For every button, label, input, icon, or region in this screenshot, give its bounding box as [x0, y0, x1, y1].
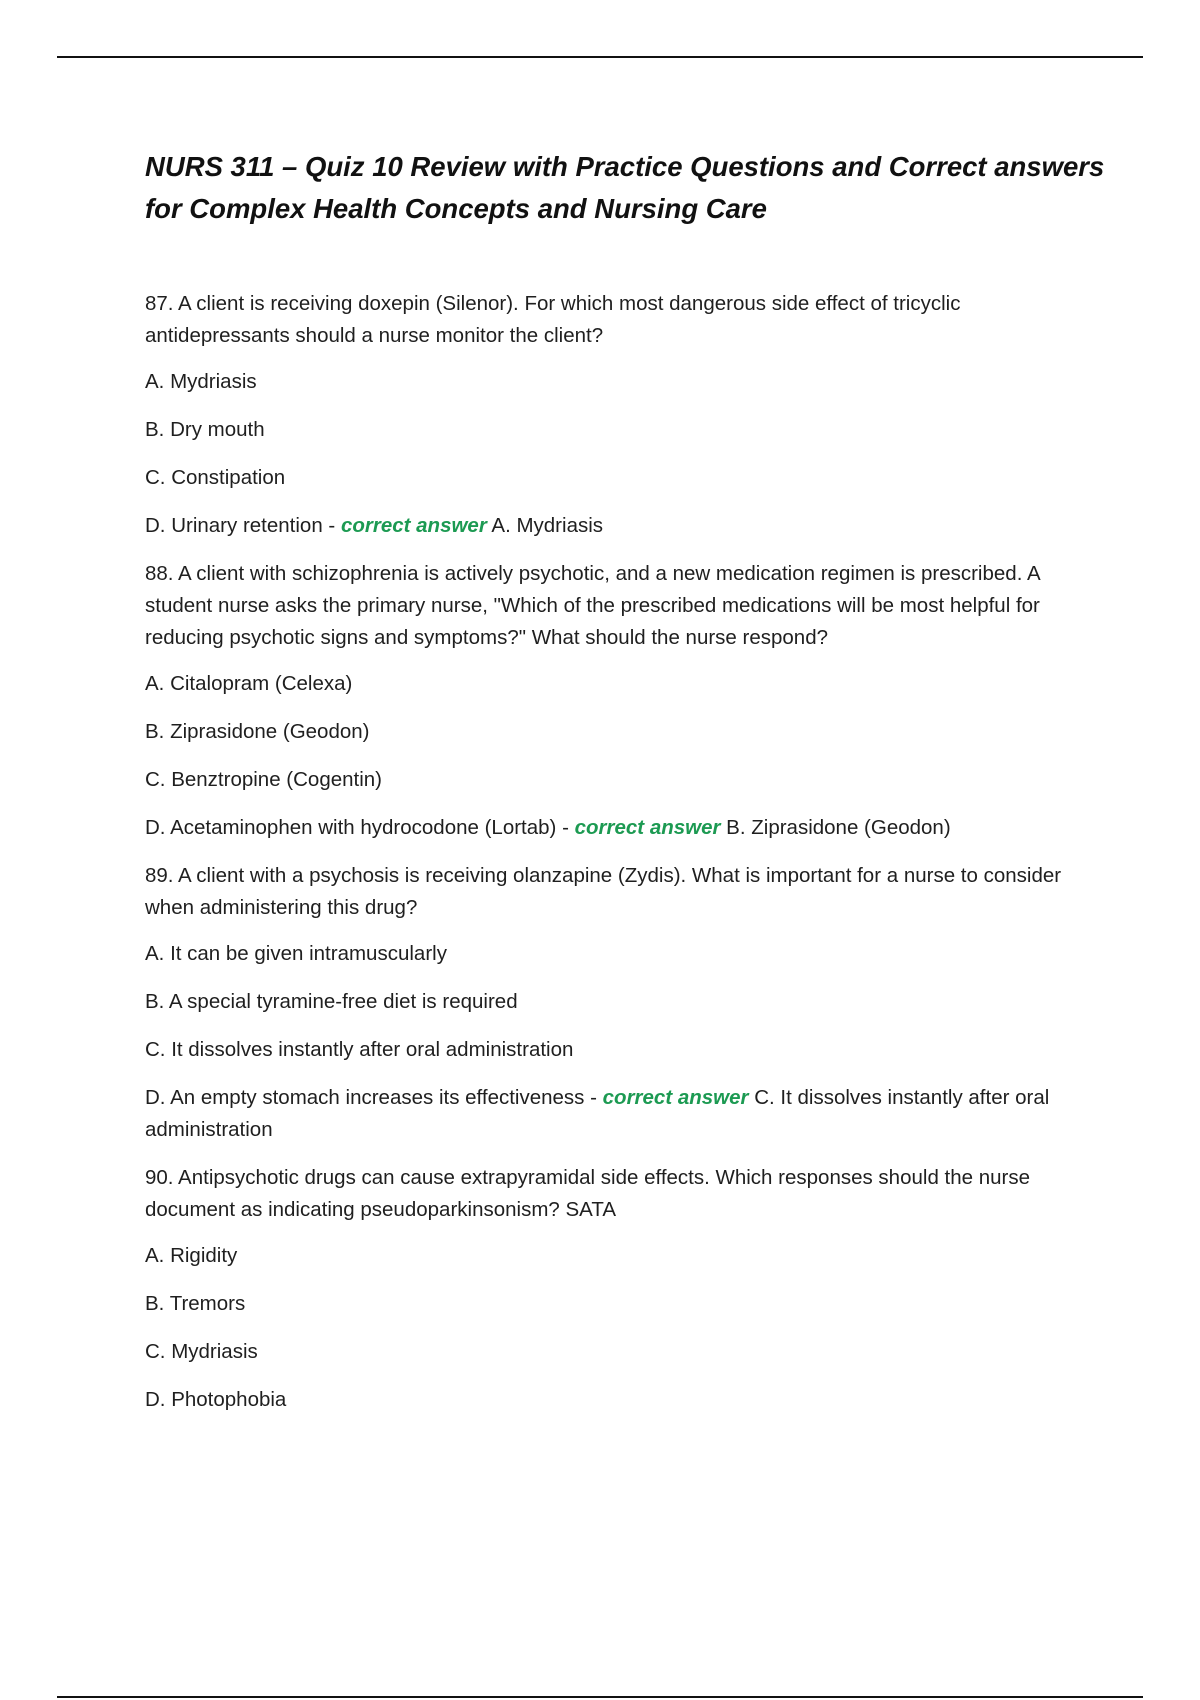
question-stem: 90. Antipsychotic drugs can cause extrapyramidal side effects. Which responses should the nurse document as indicating pseudoparkinsonism? SATA	[145, 1166, 1031, 1221]
bottom-rule	[57, 1696, 1143, 1698]
option-d: D. Acetaminophen with hydrocodone (Lortab)	[145, 816, 557, 839]
option-d-with-answer	[145, 1082, 1105, 1146]
separator: -	[556, 816, 575, 839]
option-d-with-answer	[145, 812, 1105, 844]
separator: -	[584, 1086, 603, 1109]
option-c: C. Mydriasis	[145, 1340, 258, 1363]
answer-text: C. It dissolves instantly after oral administration	[145, 1086, 1050, 1141]
option-d: D. Photophobia	[145, 1388, 287, 1411]
option-d: D. Urinary retention	[145, 514, 323, 537]
correct-answer-label: correct answer	[574, 816, 721, 839]
option-a: A. Citalopram (Celexa)	[145, 672, 353, 695]
option-c: C. It dissolves instantly after oral administration	[145, 1038, 574, 1061]
option-a: A. It can be given intramuscularly	[145, 942, 447, 965]
answer-text: A. Mydriasis	[491, 514, 604, 537]
option-b: B. Tremors	[145, 1292, 246, 1315]
option-a: A. Rigidity	[145, 1244, 238, 1267]
answer-text: B. Ziprasidone (Geodon)	[726, 816, 951, 839]
question-89	[145, 860, 1105, 1146]
question-88	[145, 558, 1105, 844]
option-c: C. Benztropine (Cogentin)	[145, 768, 383, 791]
top-rule	[57, 56, 1143, 58]
question-stem: 87. A client is receiving doxepin (Silenor). For which most dangerous side effect of tricyclic antidepressants should a nurse monitor the client?	[145, 292, 961, 347]
option-c: C. Constipation	[145, 466, 286, 489]
option-b: B. Ziprasidone (Geodon)	[145, 720, 370, 743]
correct-answer-label: correct answer	[340, 514, 487, 537]
correct-answer-label: correct answer	[602, 1086, 749, 1109]
question-87	[145, 288, 1105, 542]
option-b: B. A special tyramine-free diet is required	[145, 990, 518, 1013]
page-title: NURS 311 – Quiz 10 Review with Practice Questions and Correct answers for Complex Health Concepts and Nursing Care	[145, 151, 1105, 224]
option-a: A. Mydriasis	[145, 370, 257, 393]
question-stem: 89. A client with a psychosis is receiving olanzapine (Zydis). What is important for a nurse to consider when administering this drug?	[145, 864, 1062, 919]
separator: -	[322, 514, 341, 537]
document-body	[145, 146, 1105, 1432]
option-b: B. Dry mouth	[145, 418, 265, 441]
option-d-with-answer	[145, 510, 1105, 542]
option-d: D. An empty stomach increases its effectiveness	[145, 1086, 585, 1109]
question-stem: 88. A client with schizophrenia is actively psychotic, and a new medication regimen is prescribed. A student nurse asks the primary nurse, "Which of the prescribed medications will be most helpful for reducing psychotic signs and symptoms?" What should the nurse respond?	[145, 562, 1040, 649]
question-90	[145, 1162, 1105, 1416]
